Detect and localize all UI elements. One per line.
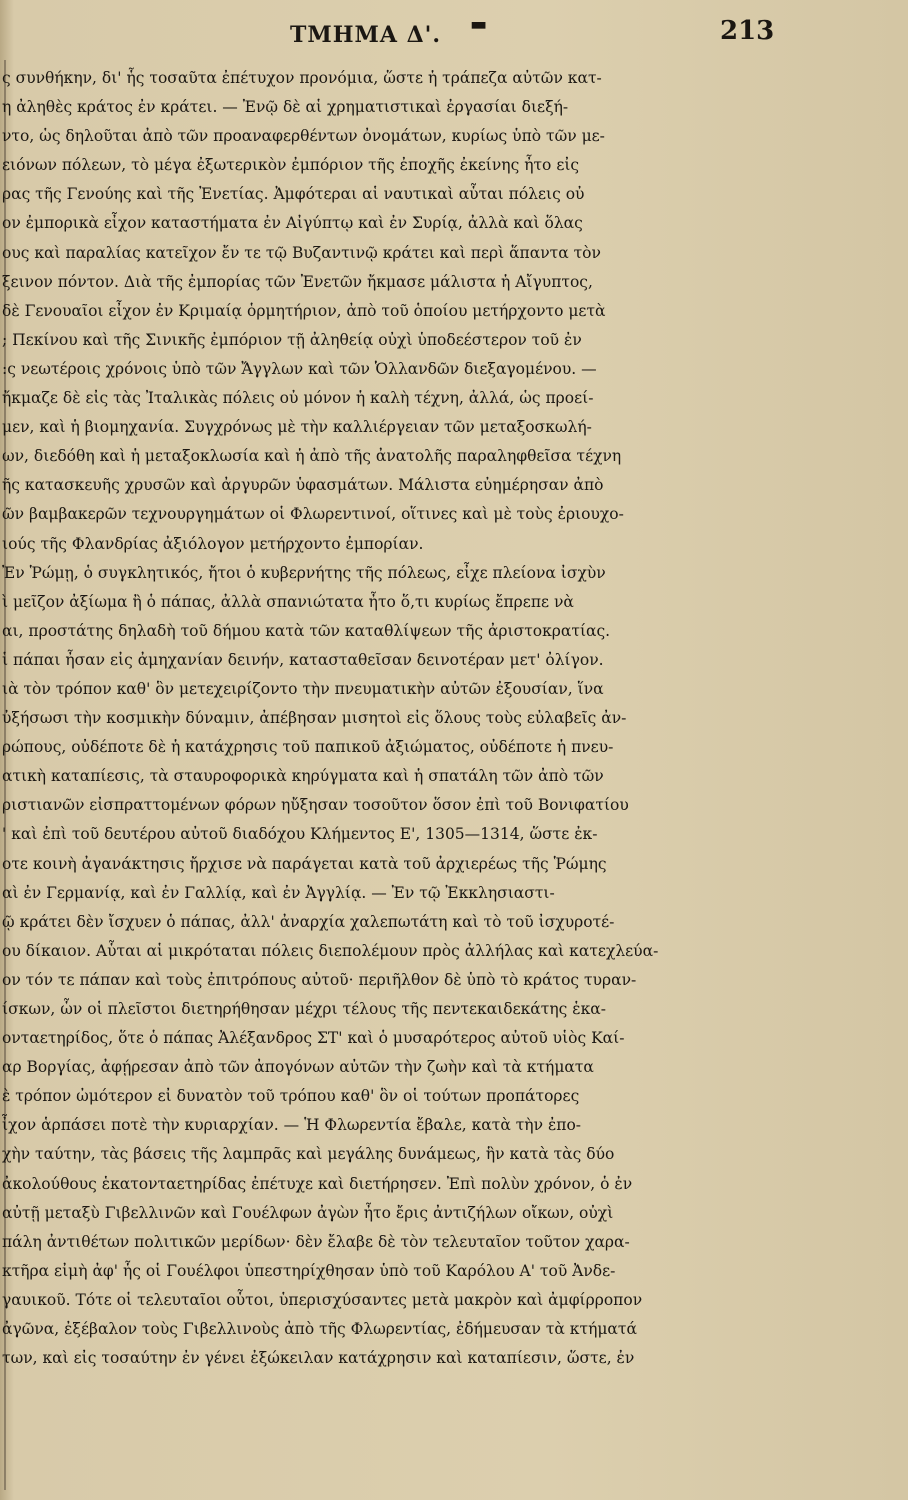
text-line: ίσκων, ὧν οἱ πλεῖστοι διετηρήθησαν μέχρι τέλους τῆς πεντεκαιδεκάτης ἑκα- (2, 1000, 606, 1018)
text-line: ατικὴ καταπίεσις, τὰ σταυροφορικὰ κηρύγματα καὶ ἡ σπατάλη τῶν ἀπὸ τῶν (2, 767, 604, 786)
text-line: ὲ τρόπον ὠμότερον εἰ δυνατὸν τοῦ τρόπου καθ' ὃν οἱ τούτων προπάτορες (2, 1087, 580, 1106)
text-line: αὶ ἐν Γερμανίᾳ, καὶ ἐν Γαλλίᾳ, καὶ ἐν Ἀγγλίᾳ. — Ἐν τῷ Ἐκκλησιαστι- (2, 883, 555, 902)
text-line: Ἐν Ῥώμῃ, ὁ συγκλητικός, ἤτοι ὁ κυβερνήτης τῆς πόλεως, εἶχε πλείονα ἰσχὺν (2, 563, 606, 582)
text-line: ονταετηρίδος, ὅτε ὁ πάπας Ἀλέξανδρος ΣΤ' καὶ ὁ μυσαρότερος αὐτοῦ υἱὸς Καί- (2, 1029, 625, 1048)
text-line: γαυικοῦ. Τότε οἱ τελευταῖοι οὗτοι, ὑπερισχύσαντες μετὰ μακρὸν καὶ ἀμφίρροπον (2, 1290, 643, 1309)
body-text (0, 64, 905, 1373)
page-number: 213 (720, 16, 775, 46)
text-line: ειόνων πόλεων, τὸ μέγα ἐξωτερικὸν ἐμπόριον τῆς ἐποχῆς ἐκείνης ἦτο εἰς (2, 156, 580, 175)
text-line: η ἀληθὲς κράτος ἐν κράτει. — Ἐνῷ δὲ αἱ χρηματιστικαὶ ἐργασίαι διεξή- (2, 98, 569, 117)
text-line: χὴν ταύτην, τὰς βάσεις τῆς λαμπρᾶς καὶ μεγάλης δυνάμεως, ἣν κατὰ τὰς δύο (2, 1145, 615, 1164)
text-line: πάλη ἀντιθέτων πολιτικῶν μερίδων· δὲν ἔλαβε δὲ τὸν τελευταῖον τοῦτον χαρα- (2, 1232, 630, 1251)
text-line: αι, προστάτης δηλαδὴ τοῦ δήμου κατὰ τῶν καταθλίψεων τῆς ἀριστοκρατίας. (2, 621, 611, 640)
text-line: οτε κοινὴ ἀγανάκτησις ἤρχισε νὰ παράγεται κατὰ τοῦ ἀρχιερέως τῆς Ῥώμης (2, 854, 607, 873)
text-line: ιούς τῆς Φλανδρίας ἀξιόλογον μετήρχοντο ἐμπορίαν. (2, 534, 424, 553)
text-line: ου δίκαιον. Αὗται αἱ μικρόταται πόλεις διεπολέμουν πρὸς ἀλλήλας καὶ κατεχλεύα- (2, 941, 659, 960)
text-line: ντο, ὡς δηλοῦται ἀπὸ τῶν προαναφερθέντων ὀνομάτων, κυρίως ὑπὸ τῶν με- (2, 127, 605, 146)
text-line: ἶχον ἁρπάσει ποτὲ τὴν κυριαρχίαν. — Ἡ Φλωρεντία ἔβαλε, κατὰ τὴν ἐπο- (2, 1116, 582, 1135)
text-line: αρ Βοργίας, ἀφῄρεσαν ἀπὸ τῶν ἀπογόνων αὐτῶν τὴν ζωὴν καὶ τὰ κτήματα (2, 1058, 594, 1077)
text-line: των, καὶ εἰς τοσαύτην ἐν γένει ἐξώκειλαν κατάχρησιν καὶ καταπίεσιν, ὥστε, ἐν (2, 1349, 635, 1368)
text-line: ιὰ τὸν τρόπον καθ' ὃν μετεχειρίζοντο τὴν πνευματικὴν αὐτῶν ἐξουσίαν, ἵνα (2, 679, 604, 698)
text-line: ῷ κράτει δὲν ἴσχυεν ὁ πάπας, ἀλλ' ἀναρχία χαλεπωτάτη καὶ τὸ τοῦ ἰσχυροτέ- (2, 912, 615, 931)
text-line: ον ἐμπορικὰ εἶχον καταστήματα ἐν Αἰγύπτῳ καὶ ἐν Συρίᾳ, ἀλλὰ καὶ ὅλας (2, 214, 583, 233)
text-line: ῶν βαμβακερῶν τεχνουργημάτων οἱ Φλωρεντινοί, οἵτινες καὶ μὲ τοὺς ἐριουχο- (2, 505, 624, 524)
text-line: δὲ Γενουαῖοι εἶχον ἐν Κριμαίᾳ ὁρμητήριον, ἀπὸ τοῦ ὁποίου μετήρχοντο μετὰ (2, 301, 606, 320)
text-line: ους καὶ παραλίας κατεῖχον ἔν τε τῷ Βυζαντινῷ κράτει καὶ περὶ ἅπαντα τὸν (2, 243, 601, 262)
text-line: ῆς κατασκευῆς χρυσῶν καὶ ἀργυρῶν ὑφασμάτων. Μάλιστα εὐημέρησαν ἀπὸ (2, 476, 604, 495)
text-line: ' καὶ ἐπὶ τοῦ δευτέρου αὐτοῦ διαδόχου Κλήμεντος Ε', 1305—1314, ὥστε ἐκ- (2, 825, 598, 844)
text-line: ς συνθήκην, δι' ἧς τοσαῦτα ἐπέτυχον προνόμια, ὥστε ἡ τράπεζα αὐτῶν κατ- (2, 69, 602, 87)
text-line: ὐξήσωσι τὴν κοσμικὴν δύναμιν, ἀπέβησαν μισητοὶ εἰς ὅλους τοὺς εὐλαβεῖς ἀν- (2, 709, 627, 728)
text-line: ξεινον πόντον. Διὰ τῆς ἐμπορίας τῶν Ἐνετῶν ἤκμασε μάλιστα ἡ Αἴγυπτος, (2, 272, 593, 291)
text-line: αὐτῇ μεταξὺ Γιβελλινῶν καὶ Γουέλφων ἀγὼν ἦτο ἔρις ἀντιζήλων οἴκων, οὐχὶ (2, 1203, 614, 1222)
text-line: μεν, καὶ ἡ βιομηχανία. Συγχρόνως μὲ τὴν καλλιέργειαν τῶν μεταξοσκωλή- (2, 418, 592, 437)
text-line: :ς νεωτέροις χρόνοις ὑπὸ τῶν Ἄγγλων καὶ τῶν Ὁλλανδῶν διεξαγομένου. — (2, 359, 597, 378)
ornament-icon: ▬ (470, 14, 488, 35)
text-line: ρώπους, οὐδέποτε δὲ ἡ κατάχρησις τοῦ παπικοῦ ἀξιώματος, οὐδέποτε ἡ πνευ- (2, 738, 614, 757)
text-line: ὶ μεῖζον ἀξίωμα ἢ ὁ πάπας, ἀλλὰ σπανιώτατα ἦτο ὅ,τι κυρίως ἔπρεπε νὰ (2, 592, 574, 611)
text-line: ἤκμαζε δὲ εἰς τὰς Ἰταλικὰς πόλεις οὐ μόνον ἡ καλὴ τέχνη, ἀλλά, ὡς προεί- (2, 389, 594, 408)
page-header (0, 8, 908, 48)
text-line: ἀγῶνα, ἐξέβαλον τοὺς Γιβελλινοὺς ἀπὸ τῆς Φλωρεντίας, ἐδήμευσαν τὰ κτήματά (2, 1320, 637, 1339)
text-line: ριστιανῶν εἰσπραττομένων φόρων ηὔξησαν τοσοῦτον ὅσον ἐπὶ τοῦ Βονιφατίου (2, 796, 629, 815)
text-line: ων, διεδόθη καὶ ἡ μεταξοκλωσία καὶ ἡ ἀπὸ τῆς ἀνατολῆς παραληφθεῖσα τέχνη (2, 447, 622, 466)
text-line: ἱ πάπαι ἦσαν εἰς ἀμηχανίαν δεινήν, κατασταθεῖσαν δεινοτέραν μετ' ὀλίγον. (2, 650, 604, 669)
text-line: ἀκολούθους ἑκατονταετηρίδας ἐπέτυχε καὶ διετήρησεν. Ἐπὶ πολὺν χρόνον, ὁ ἐν (2, 1174, 633, 1193)
text-line: ρας τῆς Γενούης καὶ τῆς Ἐνετίας. Ἀμφότεραι αἱ ναυτικαὶ αὗται πόλεις οὐ (2, 185, 585, 204)
running-title: ΤΜΗΜΑ Δ'. (290, 22, 442, 48)
text-line: ; Πεκίνου καὶ τῆς Σινικῆς ἐμπόριον τῇ ἀληθείᾳ οὐχὶ ὑποδεέστερον τοῦ ἐν (2, 330, 582, 349)
text-line: ον τόν τε πάπαν καὶ τοὺς ἐπιτρόπους αὐτοῦ· περιῆλθον δὲ ὑπὸ τὸ κράτος τυραν- (2, 970, 637, 989)
text-line: κτῆρα εἰμὴ ἀφ' ἧς οἱ Γουέλφοι ὑπεστηρίχθησαν ὑπὸ τοῦ Καρόλου Α' τοῦ Ἀνδε- (2, 1261, 616, 1280)
